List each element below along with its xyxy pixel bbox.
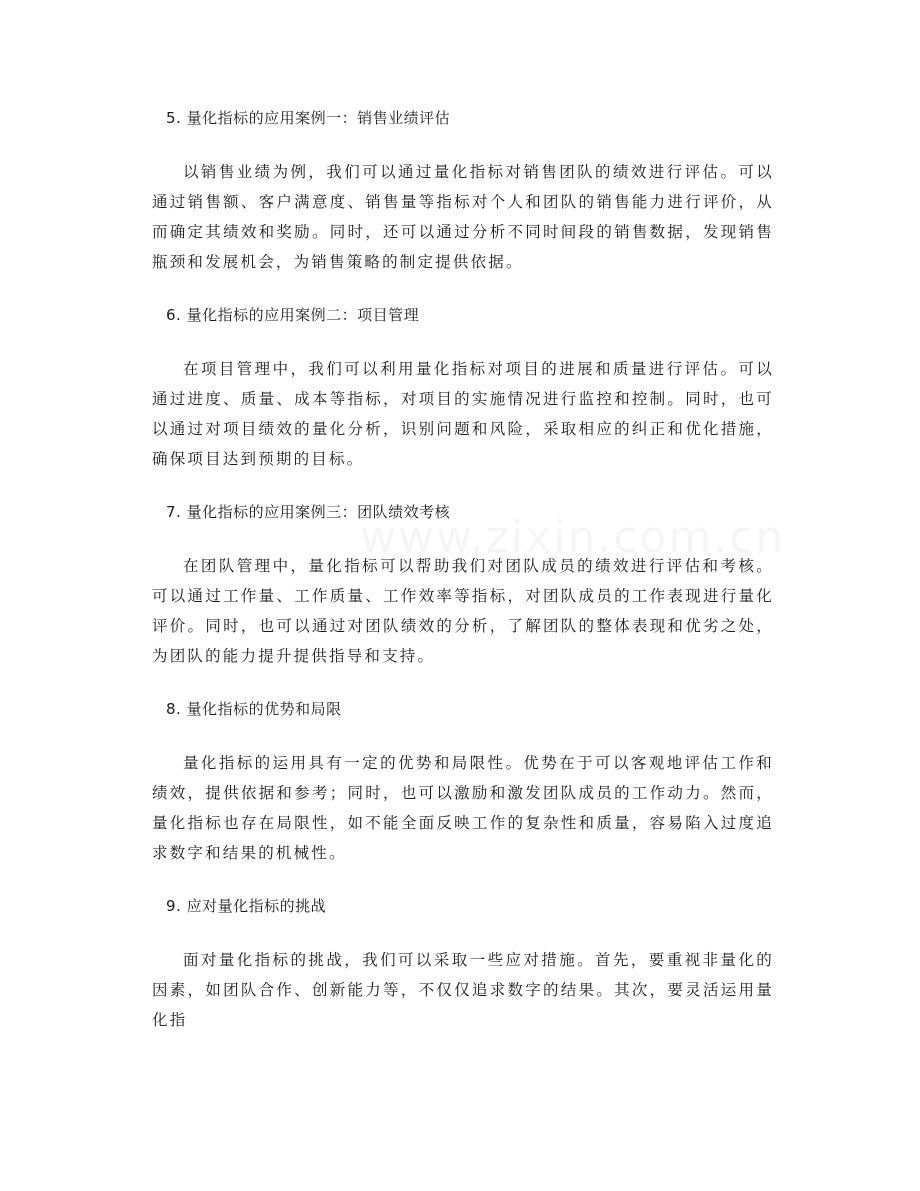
section-heading-6: 6. 量化指标的应用案例二：项目管理 [166, 306, 420, 324]
section-heading-8: 8. 量化指标的优势和局限 [166, 700, 342, 718]
section-heading-7: 7. 量化指标的应用案例三：团队绩效考核 [166, 503, 451, 521]
section-heading-5: 5. 量化指标的应用案例一：销售业绩评估 [166, 109, 451, 127]
section-body-8: 量化指标的运用具有一定的优势和局限性。优势在于可以客观地评估工作和绩效，提供依据和参考；同时，也可以激励和激发团队成员的工作动力。然而，量化指标也存在局限性，如不能全面反映工作的复杂性和质量，容易陷入过度追求数字和结果的机械性。 [152, 754, 774, 862]
section-body-6: 在项目管理中，我们可以利用量化指标对项目的进展和质量进行评估。可以通过进度、质量、成本等指标，对项目的实施情况进行监控和控制。同时，也可以通过对项目绩效的量化分析，识别问题和风险，采取相应的纠正和优化措施，确保项目达到预期的目标。 [152, 360, 774, 468]
section-body-7: 在团队管理中，量化指标可以帮助我们对团队成员的绩效进行评估和考核。可以通过工作量、工作质量、工作效率等指标，对团队成员的工作表现进行量化评价。同时，也可以通过对团队绩效的分析，了解团队的整体表现和优劣之处，为团队的能力提升提供指导和支持。 [152, 557, 774, 665]
section-body-9: 面对量化指标的挑战，我们可以采取一些应对措施。首先，要重视非量化的因素，如团队合作、创新能力等，不仅仅追求数字的结果。其次，要灵活运用量化指 [152, 951, 774, 1029]
document-content [152, 103, 774, 1058]
section-heading-9: 9. 应对量化指标的挑战 [166, 897, 327, 915]
section-body-5: 以销售业绩为例，我们可以通过量化指标对销售团队的绩效进行评估。可以通过销售额、客户满意度、销售量等指标对个人和团队的销售能力进行评价，从而确定其绩效和奖励。同时，还可以通过分析不同时间段的销售数据，发现销售瓶颈和发展机会，为销售策略的制定提供依据。 [152, 163, 774, 271]
watermark: www.zixin.com.cn [360, 512, 786, 563]
